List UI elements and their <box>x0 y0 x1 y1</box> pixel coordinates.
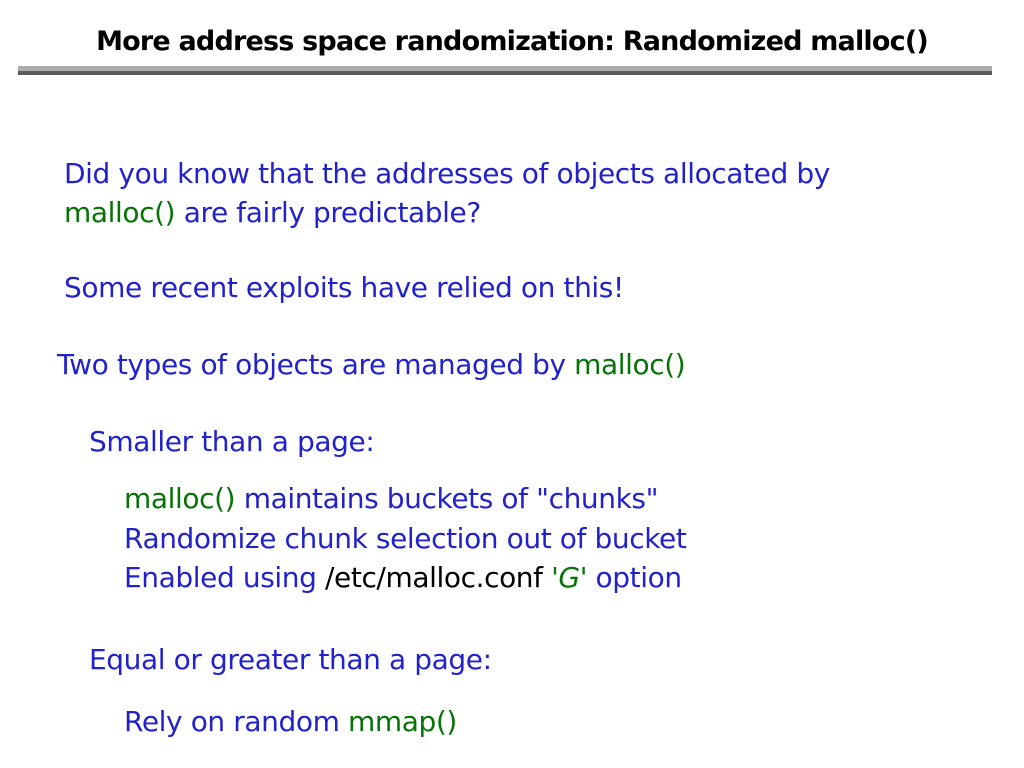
mmap-keyword: mmap() <box>347 705 457 738</box>
g-option-flag: 'G' <box>551 561 588 594</box>
slide-title: More address space randomization: Randomized malloc() <box>96 26 928 57</box>
text-segment: Rely on random <box>124 705 348 738</box>
text-segment: Equal or greater than a page: <box>89 643 492 676</box>
text-segment: Two types of objects are managed by <box>57 348 575 381</box>
title-divider <box>18 66 992 75</box>
malloc-keyword: malloc() <box>574 348 686 381</box>
text-segment: option <box>587 561 682 594</box>
text-segment: Smaller than a page: <box>89 425 375 458</box>
malloc-conf-path: /etc/malloc.conf <box>325 561 552 594</box>
malloc-keyword: malloc() <box>64 196 176 229</box>
malloc-keyword: malloc() <box>124 482 236 515</box>
bullet-mmap <box>90 668 457 768</box>
divider-dark-band <box>18 71 992 75</box>
text-segment: Randomize chunk selection out of bucket <box>124 522 687 555</box>
text-segment: maintains buckets of "chunks" <box>235 482 659 515</box>
text-segment: Did you know that the addresses of objects allocated by <box>64 157 830 190</box>
text-segment: Enabled using <box>124 561 325 594</box>
text-segment: Some recent exploits have relied on this! <box>64 271 624 304</box>
text-segment: are fairly predictable? <box>175 196 481 229</box>
